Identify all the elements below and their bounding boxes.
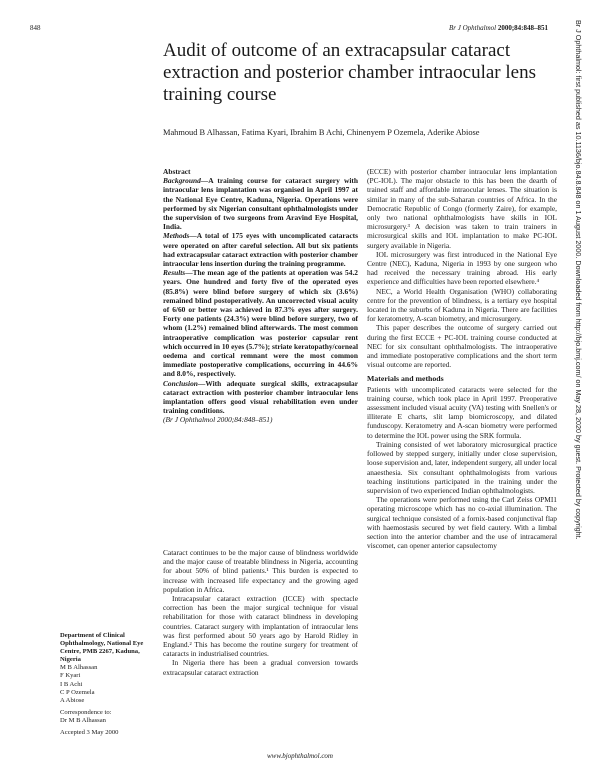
abstract-methods xyxy=(163,231,358,268)
intro-paragraph-2: Intracapsular cataract extraction (ICCE) with spectacle correction has been the major surgical technique for visual rehabilitation for those with cataract blindness in developing countries. Cataract surgery with implantation of intraocular lens was first performed about 50 years ago by Harold Ridley in England.² This has become the routine surgery for treatment of cataracts in industrialised countries. xyxy=(163,594,358,659)
affiliation-name: F Kyari xyxy=(60,672,81,680)
intro-paragraph-1: Cataract continues to be the major cause of blindness worldwide and the major cause of treatable blindness in Nigeria, accounting for about 50% of blind patients.¹ This burden is expected to increase with increased life expectancy and the growing aged population in Africa. xyxy=(163,548,358,594)
abstract-conclusion xyxy=(163,379,358,416)
abstract xyxy=(163,167,358,425)
running-head-journal: Br J Ophthalmol xyxy=(449,24,497,32)
abstract-citation: (Br J Ophthalmol 2000;84:848–851) xyxy=(163,415,273,425)
affiliation-name: C P Ozemela xyxy=(60,688,95,696)
footer-url[interactable]: www.bjophthalmol.com xyxy=(267,752,333,760)
methods-paragraph-2: Training consisted of wet laboratory microsurgical practice followed by stepped surgery, initially under close supervision, loose supervision and, later, independent surgery, all under local anaesthesia. Six consultant ophthalmologists from various teaching institutions participated in the training under the supervision of two experienced Indian ophthalmologists. xyxy=(367,439,557,495)
right-paragraph-3: NEC, a World Health Organisation (WHO) collaborating centre for the prevention of blindness, is a tertiary eye hospital located in the suburbs of Kaduna in Nigeria. There are facilities for keratometry, A-scan biometry, and microsurgery. xyxy=(367,286,557,324)
results-text: —The mean age of the patients at operation was 54.2 years. One hundred and forty five of the operated eyes (85.8%) were blind before surgery of which six (3.6%) remained blind postoperatively. An uncorrected visual acuity of 6/60 or better was achieved in 87.3% eyes after surgery. Forty one patients (24.3%) were blind before surgery, two of whom (1.2%) remained blind afterwards. The most common intraoperative complication was posterior capsular rent which occurred in 10 eyes (5.7%); striate keratopathy/corneal oedema and cortical remnant were the most common immediate postoperative complications, occurring in 44.6% and 8.0%, respectively. xyxy=(163,268,358,379)
article-title: Audit of outcome of an extracapsular cataract extraction and posterior chamber intraocular lens training course xyxy=(163,40,536,105)
methods-label: Methods xyxy=(163,231,190,241)
correspondence-name: Dr M B Alhassan xyxy=(60,716,106,724)
correspondence-label: Correspondence to: xyxy=(60,708,112,716)
affiliation-name: A Abiose xyxy=(60,696,85,704)
right-column xyxy=(367,167,557,550)
introduction xyxy=(163,548,358,677)
methods-paragraph-3: The operations were performed using the Carl Zeiss OPMI1 operating microscope which has no co-axial illumination. The surgical technique consisted of a fornix-based conjunctival flap with haemostasis secured by wet field cautery. With a limbal section into the anterior chamber and the use of intracameral viscomet, can opener anterior capsulectomy xyxy=(367,495,557,551)
conclusion-text: —With adequate surgical skills, extracapsular cataract extraction with posterior chamber intraocular lens implantation offers good visual rehabilitation even under training conditions. xyxy=(163,378,358,416)
accepted-date: Accepted 3 May 2000 xyxy=(60,729,119,737)
author-list: Mahmoud B Alhassan, Fatima Kyari, Ibrahim B Achi, Chinenyem P Ozemela, Aderike Abiose xyxy=(163,128,480,137)
affiliation-sidebar xyxy=(60,632,150,737)
affiliation-name: M B Alhassan xyxy=(60,664,98,672)
methods-text: —A total of 175 eyes with uncomplicated cataracts were operated on after careful selection. All but six patients had extracapsular cataract extraction with posterior chamber intraocular lens insertion during the training programme. xyxy=(163,231,358,269)
running-head-citation: 2000;84:848–851 xyxy=(497,24,548,32)
intro-paragraph-3: In Nigeria there has been a gradual conversion towards extracapsular cataract extraction xyxy=(163,658,358,677)
right-paragraph-2: IOL microsurgery was first introduced in the National Eye Centre (NEC), Kaduna, Nigeria in 1993 by one surgeon who had received the necessary training abroad. His early experience and difficulties have been reported elsewhere.⁴ xyxy=(367,249,557,287)
results-label: Results xyxy=(163,268,186,278)
running-head xyxy=(449,24,548,32)
background-text: —A training course for cataract surgery with intraocular lens implantation was organised in April 1997 at the National Eye Centre, Kaduna, Nigeria. Operations were performed by six Nigerian consultant ophthalmologists under the supervision of two surgeons from Aravind Eye Hospital, India. xyxy=(163,176,358,232)
right-paragraph-4: This paper describes the outcome of surgery carried out during the first ECCE + PC-IOL training course conducted at NEC for six consultant ophthalmologists. The intraoperative and immediate postoperative complications and the short term visual outcome are reported. xyxy=(367,323,557,370)
right-paragraph-1: (ECCE) with posterior chamber intraocular lens implantation (PC-IOL). The major obstacle to this has been the dearth of trained staff and affordable intraocular lenses. The situation is similar in many of the sub-Saharan countries of Africa. In the Democratic Republic of Congo (formerly Zaire), for example, only two national ophthalmologists have skills in IOL microsurgery.³ A decision was taken to train trainers in microsurgical skills and IOL implantation to make PC-IOL surgery available in Nigeria. xyxy=(367,167,557,250)
section-heading-methods: Materials and methods xyxy=(367,374,444,384)
abstract-heading: Abstract xyxy=(163,167,191,176)
abstract-background xyxy=(163,176,358,231)
conclusion-label: Conclusion xyxy=(163,378,198,388)
methods-paragraph-1: Patients with uncomplicated cataracts were selected for the training course, which took place in April 1997. Preoperative assessment included visual acuity (VA) testing with Snellen's or illiterate E charts, slit lamp biomicroscopy, and dilated funduscopy. Keratometry and A-scan biometry were performed to determine the IOL power using the SRK formula. xyxy=(367,384,557,440)
affiliation-name: I B Achi xyxy=(60,680,83,688)
background-label: Background xyxy=(163,176,201,186)
page-number: 848 xyxy=(30,24,41,32)
abstract-results xyxy=(163,268,358,378)
download-stamp: Br J Ophthalmol: first published as 10.1136/bjo.84.8.848 on 1 August 2000. Downloaded from http://bjo.bmj.com/ on May 28, 2020 by guest. Protected by copyright. xyxy=(574,20,583,540)
department: Department of Clinical Ophthalmology, National Eye Centre, PMB 2267, Kaduna, Nigeria xyxy=(60,632,144,664)
